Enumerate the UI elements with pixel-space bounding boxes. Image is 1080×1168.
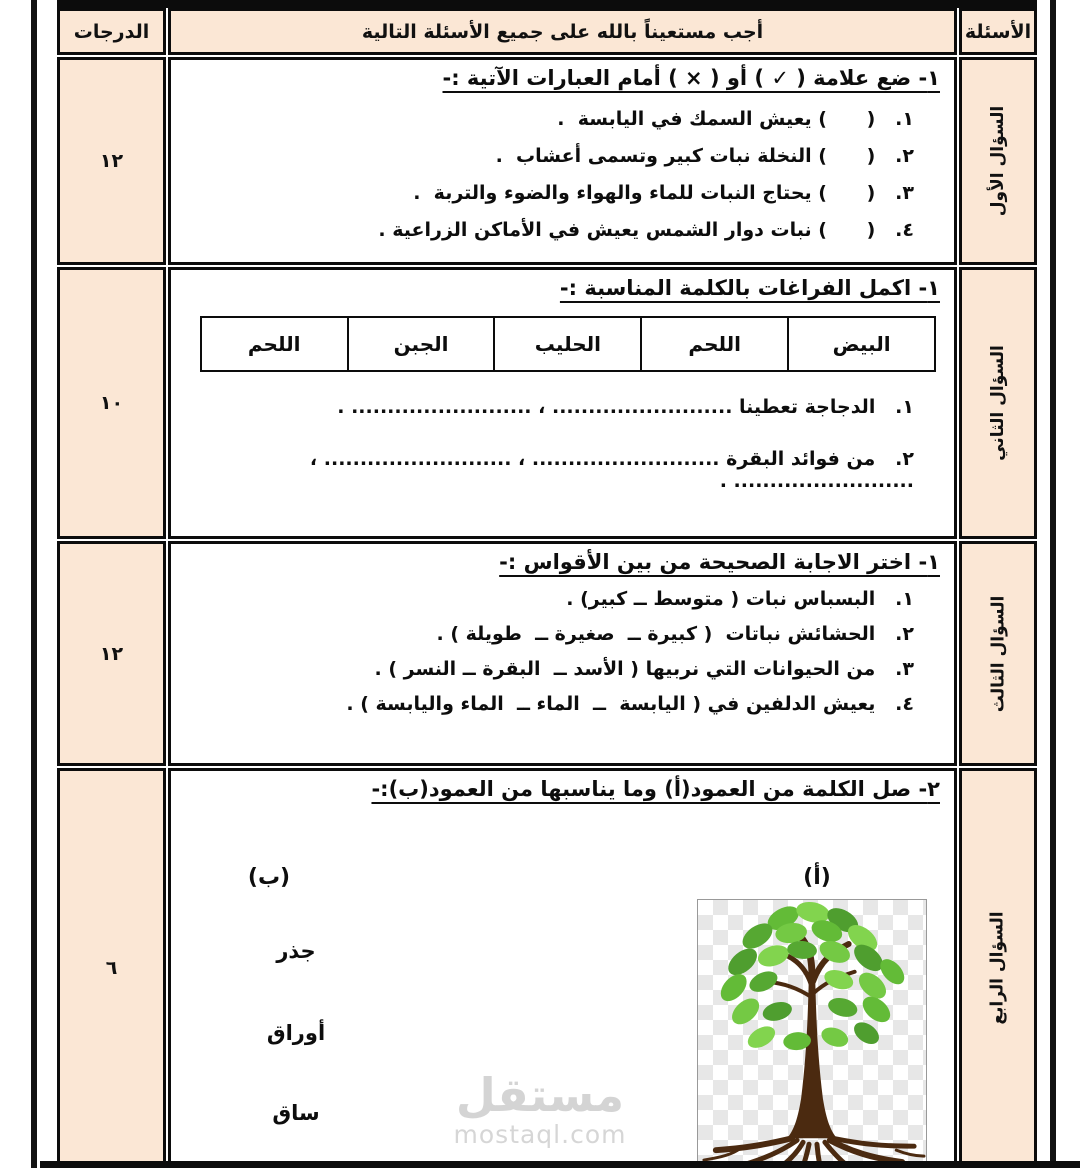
- q1-side-label: السؤال الأول: [988, 105, 1008, 217]
- q3-title: ١- اختر الاجابة الصحيحة من بين الأقواس :-: [499, 550, 940, 574]
- word-bank-cell: البيض: [788, 317, 935, 371]
- q1-label-cell: [959, 57, 1037, 265]
- instruction-text: أجب مستعيناً بالله على جميع الأسئلة التالية: [361, 20, 764, 43]
- q3-item: ٢. الحشائش نباتات ( كبيرة ــ صغيرة ــ طويلة ) .: [436, 623, 914, 645]
- q2-item: ١. الدجاجة تعطينا ......................... ، ......................... .: [337, 396, 914, 418]
- word-bank-cell: الجبن: [348, 317, 495, 371]
- instruction-header-cell: [168, 8, 957, 55]
- q3-item: ١. البسباس نبات ( متوسط ــ كبير) .: [566, 588, 914, 610]
- q3-side-label: السؤال الثالث: [987, 595, 1008, 712]
- word-bank-row: [201, 317, 935, 371]
- marks-header-cell: [57, 8, 166, 55]
- page-border-bottom: [40, 1161, 1080, 1168]
- q1-title: ١- ضع علامة ( ✓ ) أو ( × ) أمام العبارات الآتية :-: [442, 66, 940, 90]
- q1-item: ٤. ( ) نبات دوار الشمس يعيش في الأماكن الزراعية .: [378, 219, 914, 241]
- questions-header-cell: [959, 8, 1037, 55]
- q2-label-cell: [959, 267, 1037, 539]
- questions-header-label: الأسئلة: [964, 20, 1032, 43]
- q3-label-cell: [959, 541, 1037, 766]
- q1-content-cell: [168, 57, 957, 265]
- q1-items: [181, 108, 940, 241]
- page-border-left: [31, 0, 37, 1168]
- match-word-stem: ساق: [272, 1101, 320, 1125]
- q2-marks-cell: [57, 267, 166, 539]
- column-b-label: (ب): [247, 865, 291, 890]
- q2-items: [181, 396, 940, 492]
- q2-content-cell: [168, 267, 957, 539]
- word-bank-cell: اللحم: [201, 317, 348, 371]
- column-a-label: (أ): [803, 865, 831, 890]
- q3-items: [181, 588, 940, 715]
- q4-label-cell: [959, 768, 1037, 1168]
- q1-item: ٣. ( ) يحتاج النبات للماء والهواء والضوء والتربة .: [413, 182, 914, 204]
- word-bank-table: [200, 316, 936, 372]
- q1-marks: ١٢: [99, 150, 124, 172]
- q3-item: ٤. يعيش الدلفين في ( اليابسة ــ الماء ــ الماء واليابسة ) .: [346, 693, 914, 715]
- q3-marks: ١٢: [99, 642, 124, 665]
- q3-content-cell: [168, 541, 957, 766]
- tree-image-frame: [697, 899, 927, 1168]
- match-word-root: جذر: [276, 939, 316, 963]
- match-word-leaves: أوراق: [266, 1021, 326, 1045]
- q3-marks-cell: [57, 541, 166, 766]
- q4-marks: ٦: [105, 957, 118, 979]
- q4-side-label: السؤال الرابع: [988, 911, 1008, 1025]
- q1-item: ١. ( ) يعيش السمك في اليابسة .: [557, 108, 914, 130]
- watermark-brand: مستقل: [455, 1068, 625, 1122]
- q1-marks-cell: [57, 57, 166, 265]
- word-bank-cell: الحليب: [494, 317, 641, 371]
- tree-with-roots-illustration: [698, 900, 926, 1168]
- page-border-right: [1050, 0, 1056, 1168]
- q2-title: ١- اكمل الفراغات بالكلمة المناسبة :-: [559, 276, 940, 300]
- q2-marks: ١٠: [99, 392, 124, 414]
- q4-title: ٢- صل الكلمة من العمود(أ) وما يناسبها من العمود(ب):-: [371, 777, 940, 801]
- watermark: [430, 1068, 650, 1149]
- word-bank-cell: اللحم: [641, 317, 788, 371]
- q4-marks-cell: [57, 768, 166, 1168]
- q2-side-label: السؤال الثاني: [988, 345, 1008, 461]
- marks-header-label: الدرجات: [73, 20, 150, 43]
- watermark-domain: mostaql.com: [453, 1120, 627, 1149]
- q3-item: ٣. من الحيوانات التي نربيها ( الأسد ــ البقرة ــ النسر ) .: [374, 658, 914, 680]
- q1-item: ٢. ( ) النخلة نبات كبير وتسمى أعشاب .: [495, 145, 914, 167]
- q2-item: ٢. من فوائد البقرة .......................... ، .......................... ، ......................... .: [303, 448, 914, 492]
- exam-table: [57, 0, 1037, 1168]
